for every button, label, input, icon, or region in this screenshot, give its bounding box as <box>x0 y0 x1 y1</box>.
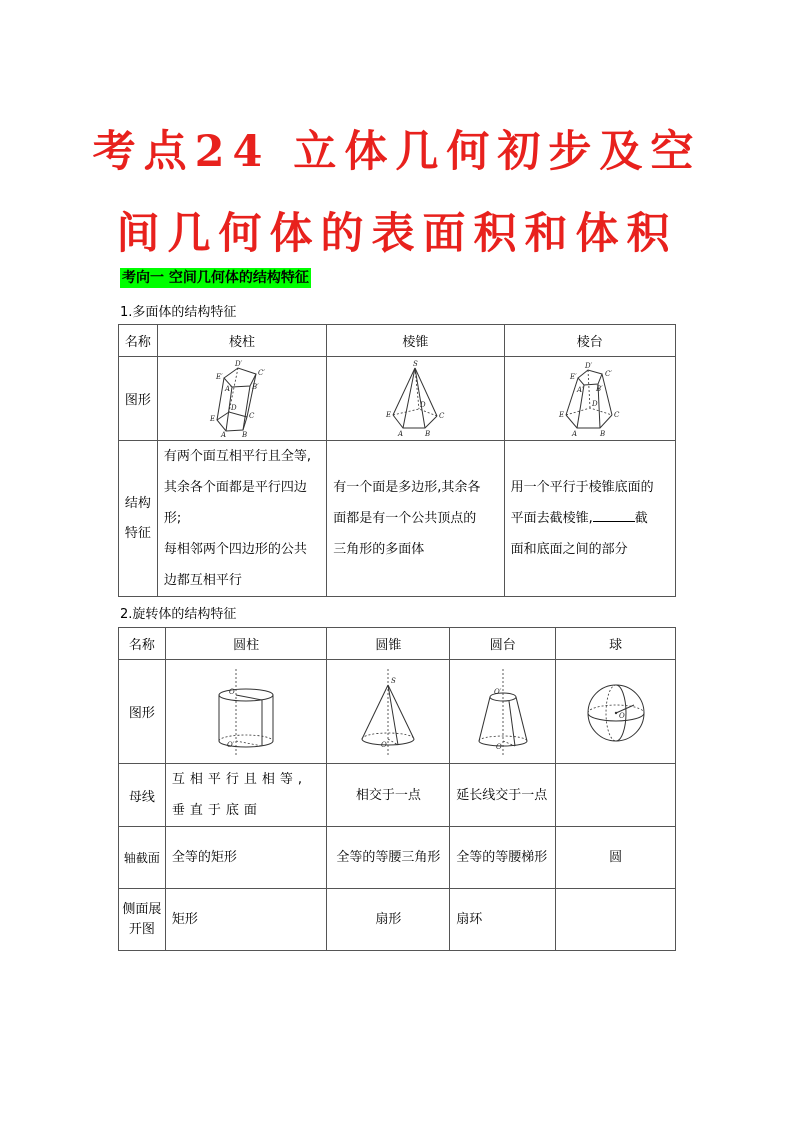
header-name: 名称 <box>119 325 158 357</box>
cone-label: S <box>391 676 397 685</box>
row-label-axial-section: 轴截面 <box>119 827 166 889</box>
pyramid-label: B <box>425 429 431 438</box>
header-frustum-cone: 圆台 <box>450 628 556 660</box>
frustum-cone-figure-cell <box>450 660 556 764</box>
polyhedra-subtitle: 1.多面体的结构特征 <box>120 305 237 320</box>
frustum-label: C <box>613 410 620 419</box>
frustum-label: E <box>558 410 564 419</box>
solids-table <box>118 627 676 951</box>
cone-axial-section: 全等的等腰三角形 <box>327 827 450 889</box>
frustum-structure-text <box>504 441 675 597</box>
prism-label: A <box>221 430 227 438</box>
polyhedra-table <box>118 324 676 597</box>
cylinder-label: O′ <box>227 740 235 749</box>
fill-in-blank <box>593 509 635 522</box>
cylinder-label: O <box>229 687 235 696</box>
frustum-cone-label: O′ <box>493 687 502 696</box>
cylinder-lateral-development: 矩形 <box>165 889 327 951</box>
section-heading: 考向一 空间几何体的结构特征 <box>122 270 309 286</box>
sphere-axial-section: 圆 <box>556 827 676 889</box>
frustum-figure <box>550 360 630 438</box>
prism-figure-cell <box>157 357 326 441</box>
prism-label: C <box>249 411 255 420</box>
sphere-figure-cell <box>556 660 676 764</box>
prism-label: C′ <box>258 368 265 377</box>
prism-text-line: 每相邻两个四边形的公共 <box>163 542 307 557</box>
cylinder-figure <box>206 667 286 757</box>
sphere-generatrix <box>556 764 676 827</box>
cone-figure <box>348 667 428 757</box>
sphere-lateral-development <box>556 889 676 951</box>
pyramid-label: S <box>413 359 419 368</box>
header-name: 名称 <box>119 628 166 660</box>
prism-label: D <box>231 403 237 412</box>
cylinder-axial-section: 全等的矩形 <box>165 827 327 889</box>
frustum-label: B <box>599 429 605 438</box>
pyramid-text-line: 面都是有一个公共顶点的 <box>333 511 477 526</box>
pyramid-label: C <box>439 411 445 420</box>
prism-label: E′ <box>216 372 223 381</box>
prism-text-line: 有两个面互相平行且全等, <box>163 449 311 464</box>
frustum-label: A′ <box>576 385 584 394</box>
frustum-label: D <box>591 399 598 408</box>
prism-text-line: 其余各个面都是平行四边 <box>163 480 307 495</box>
prism-text-line: 边都互相平行 <box>163 573 242 588</box>
pyramid-text-line: 三角形的多面体 <box>333 542 425 557</box>
row-label-structure: 结构特征 <box>119 441 158 597</box>
header-cone: 圆锥 <box>327 628 450 660</box>
cone-lateral-development: 扇形 <box>327 889 450 951</box>
page-title-line-2: 间几何体的表面积和体积 <box>116 209 678 259</box>
prism-structure-text <box>157 441 326 597</box>
prism-text-line: 形; <box>163 511 182 526</box>
pyramid-label: E <box>386 410 392 419</box>
frustum-cone-generatrix: 延长线交于一点 <box>450 764 556 827</box>
page-title-line-1: 考点24 立体几何初步及空 <box>92 127 702 177</box>
frustum-label: A <box>571 429 577 438</box>
frustum-text-line: 用一个平行于棱锥底面的 <box>510 480 654 495</box>
pyramid-structure-text <box>327 441 504 597</box>
prism-label: D′ <box>235 359 243 368</box>
pyramid-text-line: 有一个面是多边形,其余各 <box>333 480 481 495</box>
sphere-figure <box>576 667 656 757</box>
prism-label: A′ <box>225 384 232 393</box>
pyramid-label: A <box>398 429 404 438</box>
sphere-label: O <box>618 711 625 720</box>
frustum-text-line: 平面去截棱锥, 截 <box>510 511 648 526</box>
header-pyramid: 棱锥 <box>327 325 504 357</box>
frustum-label: C′ <box>604 369 612 378</box>
header-sphere: 球 <box>556 628 676 660</box>
prism-label: B′ <box>252 382 259 391</box>
frustum-label: B′ <box>595 384 603 393</box>
cone-label: O <box>381 740 388 749</box>
prism-label: E <box>210 414 216 423</box>
pyramid-figure-cell <box>327 357 504 441</box>
row-label-figure: 图形 <box>119 357 158 441</box>
cylinder-generatrix: 互相平行且相等,垂直于底面 <box>165 764 327 827</box>
row-label-figure: 图形 <box>119 660 166 764</box>
frustum-label: D′ <box>584 361 592 370</box>
row-label-lateral-development: 侧面展开图 <box>119 889 166 951</box>
frustum-label: E′ <box>569 372 577 381</box>
solids-subtitle: 2.旋转体的结构特征 <box>120 607 237 622</box>
frustum-cone-axial-section: 全等的等腰梯形 <box>450 827 556 889</box>
frustum-text-line: 面和底面之间的部分 <box>510 542 628 557</box>
frustum-cone-figure <box>463 667 543 757</box>
frustum-figure-cell <box>504 357 675 441</box>
prism-label: B <box>242 430 248 438</box>
cylinder-figure-cell <box>165 660 327 764</box>
header-prism: 棱柱 <box>157 325 326 357</box>
pyramid-figure <box>375 360 455 438</box>
frustum-cone-lateral-development: 扇环 <box>450 889 556 951</box>
prism-figure <box>202 360 282 438</box>
header-cylinder: 圆柱 <box>165 628 327 660</box>
frustum-cone-label: O <box>495 742 502 751</box>
cone-figure-cell <box>327 660 450 764</box>
row-label-generatrix: 母线 <box>119 764 166 827</box>
header-frustum: 棱台 <box>504 325 675 357</box>
pyramid-label: D <box>420 400 427 409</box>
cone-generatrix: 相交于一点 <box>327 764 450 827</box>
